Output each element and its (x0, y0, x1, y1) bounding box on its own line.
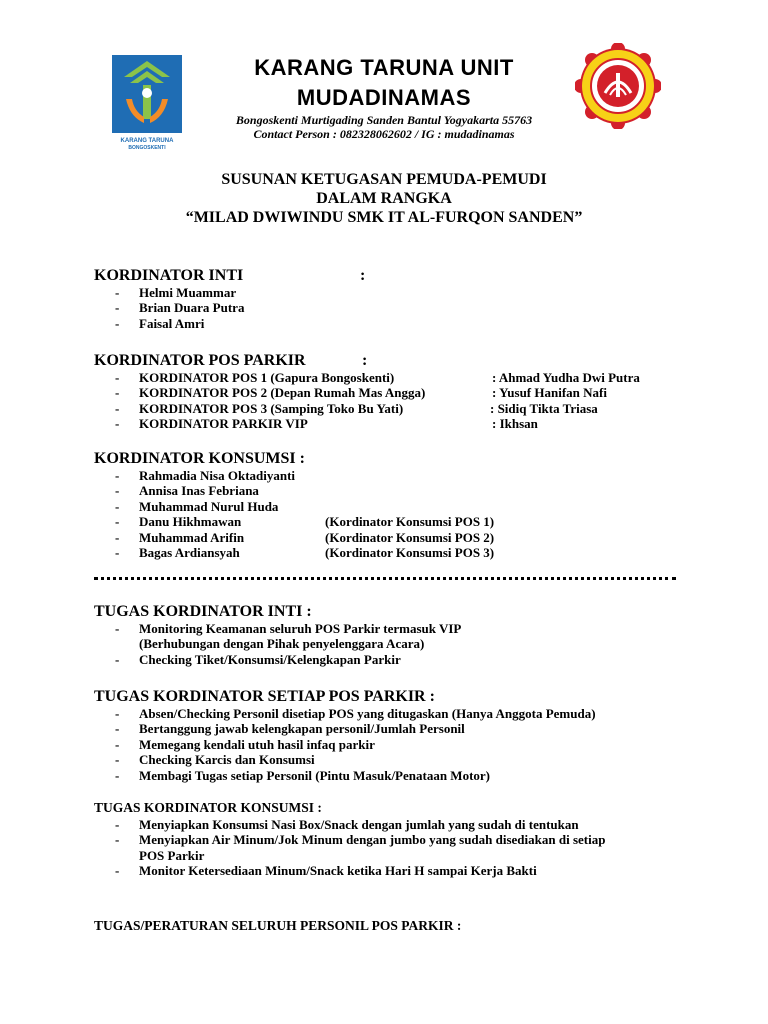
list-dash: - (115, 767, 120, 783)
list-dash: - (115, 498, 120, 514)
list-dash: - (115, 285, 120, 300)
section-kordinator-pos-heading: KORDINATOR POS PARKIR (94, 352, 306, 369)
list-item-text: Faisal Amri (139, 315, 205, 331)
list-dash: - (115, 621, 120, 636)
tugas-pos-list (0, 706, 768, 783)
pos-role: KORDINATOR PARKIR VIP (139, 416, 308, 432)
konsumsi-person: Muhammad Arifin (139, 529, 245, 545)
section-kordinator-pos-colon: : (362, 352, 368, 369)
list-item (0, 706, 768, 721)
list-dash: - (115, 752, 120, 768)
list-item-continuation (0, 636, 768, 651)
pos-person: : Sidiq Tikta Triasa (490, 400, 598, 416)
pos-person: : Ikhsan (492, 416, 538, 432)
org-name-line2: MUDADINAMAS (296, 85, 472, 110)
section-kordinator-inti-heading: KORDINATOR INTI (94, 267, 244, 284)
list-item (0, 514, 768, 529)
org-address: Bongoskenti Murtigading Sanden Bantul Yogyakarta 55763 (235, 113, 533, 127)
list-dash: - (115, 706, 120, 721)
list-item (0, 385, 768, 400)
list-item (0, 817, 768, 832)
list-dash: - (115, 832, 120, 848)
pos-person: : Yusuf Hanifan Nafi (492, 385, 607, 401)
section-kordinator-inti-colon: : (360, 267, 366, 284)
tugas-inti-list (0, 621, 768, 667)
section-tugas-konsumsi-heading: TUGAS KORDINATOR KONSUMSI : (94, 800, 322, 815)
list-item (0, 737, 768, 752)
list-dash: - (115, 651, 120, 667)
list-dash: - (115, 817, 120, 832)
list-dash: - (115, 514, 120, 530)
list-item (0, 401, 768, 416)
list-dash: - (115, 300, 120, 316)
konsumsi-person: Bagas Ardiansyah (139, 544, 240, 560)
list-item (0, 316, 768, 331)
konsumsi-note: (Kordinator Konsumsi POS 1) (325, 514, 495, 530)
list-dash: - (115, 416, 120, 432)
list-item-text: Brian Duara Putra (139, 300, 245, 316)
list-dash: - (115, 370, 120, 385)
konsumsi-person: Muhammad Nurul Huda (139, 498, 279, 514)
list-item (0, 721, 768, 736)
section-kordinator-konsumsi-heading: KORDINATOR KONSUMSI : (94, 450, 305, 467)
section-tugas-inti-heading: TUGAS KORDINATOR INTI : (94, 603, 312, 620)
kordinator-pos-list (0, 370, 768, 432)
list-item (0, 621, 768, 636)
list-item-text: Monitoring Keamanan seluruh POS Parkir termasuk VIP (139, 621, 462, 636)
konsumsi-person: Danu Hikhmawan (139, 514, 242, 530)
list-dash: - (115, 544, 120, 560)
list-item (0, 768, 768, 783)
list-item-text: POS Parkir (139, 847, 205, 863)
list-dash: - (115, 529, 120, 545)
list-item-text: Bertanggung jawab kelengkapan personil/Jumlah Personil (139, 721, 465, 737)
list-item (0, 468, 768, 483)
list-dash: - (115, 385, 120, 401)
list-item (0, 300, 768, 315)
list-item (0, 499, 768, 514)
list-dash: - (115, 721, 120, 737)
doc-title-line1: SUSUNAN KETUGASAN PEMUDA-PEMUDI (221, 171, 547, 188)
pos-role: KORDINATOR POS 3 (Samping Toko Bu Yati) (139, 400, 404, 416)
list-item (0, 483, 768, 498)
list-item-text: (Berhubungan dengan Pihak penyelenggara Acara) (139, 636, 425, 652)
logo-text-line1: KARANG TARUNA (120, 138, 174, 144)
list-dash: - (115, 468, 120, 483)
konsumsi-note: (Kordinator Konsumsi POS 3) (325, 544, 495, 560)
list-dash: - (115, 483, 120, 499)
list-item (0, 285, 768, 300)
doc-title-line2: DALAM RANGKA (316, 190, 452, 207)
logo-text-line2: BONGOSKENTI (128, 145, 166, 151)
list-item-text: Checking Karcis dan Konsumsi (139, 752, 315, 768)
pos-role: KORDINATOR POS 2 (Depan Rumah Mas Angga) (139, 385, 426, 401)
tugas-konsumsi-list (0, 817, 768, 879)
list-item (0, 530, 768, 545)
pos-person: : Ahmad Yudha Dwi Putra (492, 370, 640, 385)
section-divider (94, 577, 676, 580)
konsumsi-person: Annisa Inas Febriana (139, 483, 259, 499)
list-item-text: Menyiapkan Konsumsi Nasi Box/Snack dengan jumlah yang sudah di tentukan (139, 817, 579, 832)
org-name-line1: KARANG TARUNA UNIT (254, 55, 514, 80)
list-item-text: Membagi Tugas setiap Personil (Pintu Masuk/Penataan Motor) (139, 767, 491, 783)
list-dash: - (115, 400, 120, 416)
konsumsi-note: (Kordinator Konsumsi POS 2) (325, 529, 495, 545)
list-item-text: Menyiapkan Air Minum/Jok Minum dengan jumbo yang sudah disediakan di setiap (139, 832, 606, 848)
list-dash: - (115, 736, 120, 752)
list-dash: - (115, 863, 120, 879)
list-item (0, 545, 768, 560)
org-contact: Contact Person : 082328062602 / IG : mudadinamas (253, 127, 515, 141)
list-item (0, 832, 768, 847)
list-item (0, 752, 768, 767)
konsumsi-person: Rahmadia Nisa Oktadiyanti (139, 468, 296, 483)
list-item (0, 652, 768, 667)
list-dash: - (115, 315, 120, 331)
list-item-text: Memegang kendali utuh hasil infaq parkir (139, 736, 375, 752)
list-item (0, 863, 768, 878)
kordinator-konsumsi-list (0, 468, 768, 560)
list-item-text: Monitor Ketersediaan Minum/Snack ketika Hari H sampai Kerja Bakti (139, 863, 537, 879)
list-item (0, 416, 768, 431)
pos-role: KORDINATOR POS 1 (Gapura Bongoskenti) (139, 370, 395, 385)
list-item-text: Checking Tiket/Konsumsi/Kelengkapan Parkir (139, 651, 401, 667)
section-tugas-personil-heading: TUGAS/PERATURAN SELURUH PERSONIL POS PARKIR : (94, 918, 462, 933)
list-item (0, 370, 768, 385)
list-item-text: Helmi Muammar (139, 285, 237, 300)
doc-title-line3: “MILAD DWIWINDU SMK IT AL-FURQON SANDEN” (185, 209, 583, 226)
list-item-text: Absen/Checking Personil disetiap POS yang ditugaskan (Hanya Anggota Pemuda) (139, 706, 596, 721)
section-tugas-pos-heading: TUGAS KORDINATOR SETIAP POS PARKIR : (94, 688, 435, 705)
kordinator-inti-list (0, 285, 768, 331)
list-item-continuation (0, 848, 768, 863)
